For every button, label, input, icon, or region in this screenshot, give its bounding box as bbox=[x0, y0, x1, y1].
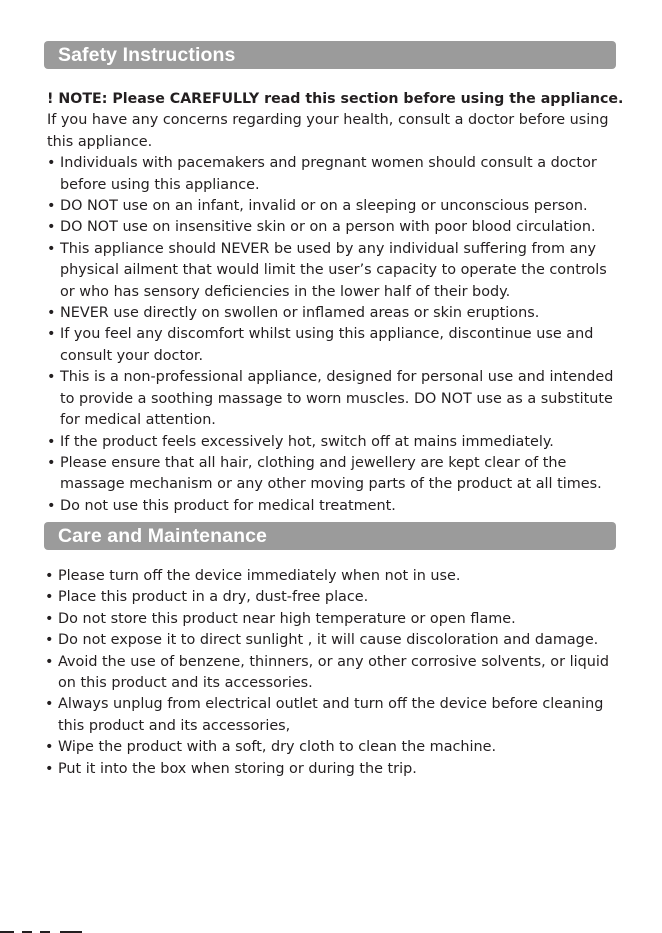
page-crop-marks bbox=[0, 929, 662, 933]
care-maintenance-title: Care and Maintenance bbox=[58, 525, 267, 547]
list-item: • If the product feels excessively hot, switch off at mains immediately. bbox=[47, 432, 617, 453]
care-maintenance-header bbox=[44, 522, 616, 550]
safety-instructions-body bbox=[47, 89, 624, 517]
list-item: • Place this product in a dry, dust-free place. bbox=[45, 587, 615, 608]
safety-list bbox=[47, 153, 617, 517]
list-item: • Always unplug from electrical outlet and turn off the device before cleaning this product and its accessories, bbox=[45, 694, 615, 737]
safety-instructions-header bbox=[44, 41, 616, 69]
list-item: • Do not expose it to direct sunlight , it will cause discoloration and damage. bbox=[45, 630, 615, 651]
list-item: • Wipe the product with a soft, dry cloth to clean the machine. bbox=[45, 737, 615, 758]
list-item: • This appliance should NEVER be used by any individual suffering from any physical ailment that would limit the user’s capacity to operate the controls or who has sensory deficiencies in the lower half of their body. bbox=[47, 239, 617, 303]
care-list bbox=[45, 566, 615, 780]
list-item: • Put it into the box when storing or during the trip. bbox=[45, 759, 615, 780]
list-item: • Avoid the use of benzene, thinners, or any other corrosive solvents, or liquid on this product and its accessories. bbox=[45, 652, 615, 695]
list-item: • If you feel any discomfort whilst using this appliance, discontinue use and consult your doctor. bbox=[47, 324, 617, 367]
safety-note: ! NOTE: Please CAREFULLY read this section before using the appliance. bbox=[47, 91, 624, 107]
list-item: • DO NOT use on an infant, invalid or on a sleeping or unconscious person. bbox=[47, 196, 617, 217]
list-item: • Please ensure that all hair, clothing and jewellery are kept clear of the massage mechanism or any other moving parts of the product at all times. bbox=[47, 453, 617, 496]
list-item: • Do not use this product for medical treatment. bbox=[47, 496, 617, 517]
list-item: • NEVER use directly on swollen or inflamed areas or skin eruptions. bbox=[47, 303, 617, 324]
safety-intro: If you have any concerns regarding your health, consult a doctor before using this appliance. bbox=[47, 112, 609, 150]
list-item: • Please turn off the device immediately when not in use. bbox=[45, 566, 615, 587]
list-item: • Do not store this product near high temperature or open flame. bbox=[45, 609, 615, 630]
safety-instructions-title: Safety Instructions bbox=[58, 44, 236, 66]
list-item: • This is a non-professional appliance, designed for personal use and intended to provide a soothing massage to worn muscles. DO NOT use as a substitute for medical attention. bbox=[47, 367, 617, 431]
care-maintenance-body bbox=[45, 566, 615, 780]
list-item: • DO NOT use on insensitive skin or on a person with poor blood circulation. bbox=[47, 217, 617, 238]
list-item: • Individuals with pacemakers and pregnant women should consult a doctor before using this appliance. bbox=[47, 153, 617, 196]
